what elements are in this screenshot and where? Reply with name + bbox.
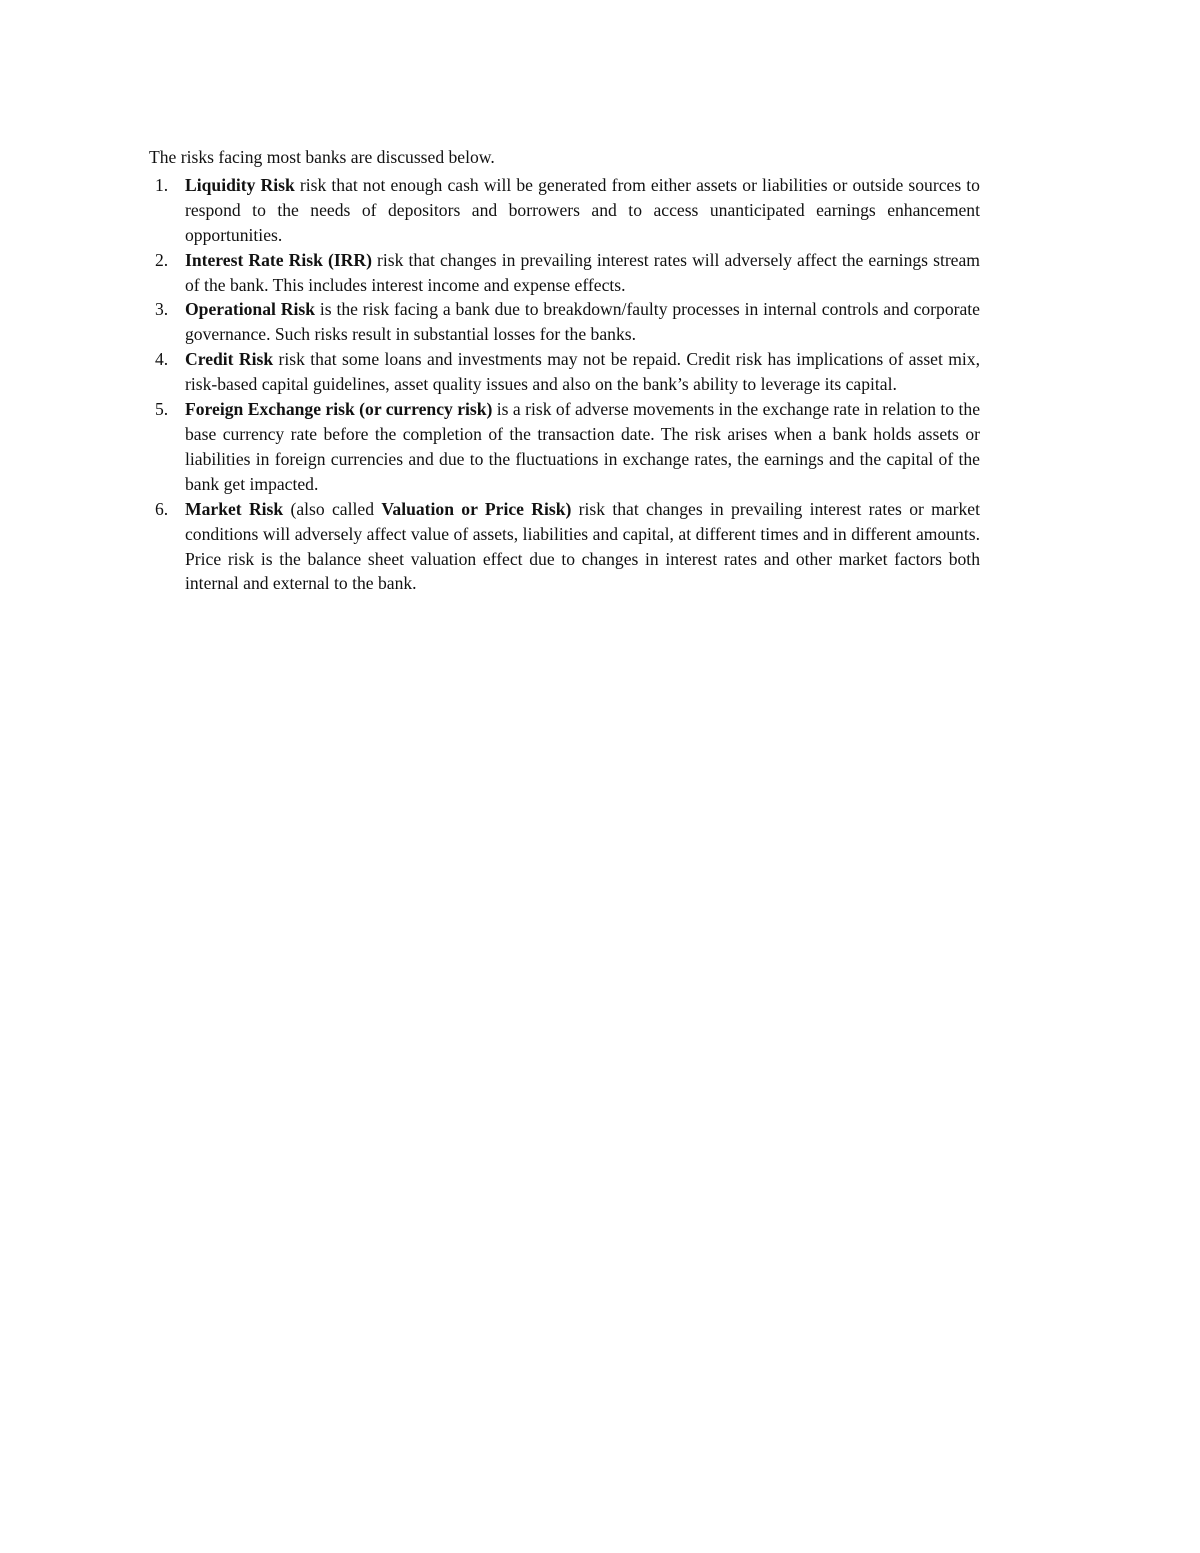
risk-description: risk that changes in prevailing interest rates will adversely affect the earnings stream of the bank. This includes interest income and expense effects.	[185, 249, 980, 295]
risk-term: Interest Rate Risk (IRR)	[185, 249, 372, 270]
risk-description: risk that some loans and investments may not be repaid. Credit risk has implications of asset mix, risk-based capital guidelines, asset quality issues and also on the bank’s ability to leverage its capital.	[185, 349, 980, 395]
risk-term: Liquidity Risk	[185, 174, 295, 195]
item-number: 5.	[155, 399, 169, 420]
item-number: 4.	[155, 349, 169, 370]
risk-description: risk that not enough cash will be generated from either assets or liabilities or outside sources to respond to the needs of depositors and borrowers and to access unanticipated earnings enhancement opportunities.	[185, 174, 980, 245]
list-item	[149, 173, 980, 248]
list-item	[149, 248, 980, 298]
risk-term-alias: Valuation or Price Risk)	[381, 498, 572, 519]
risk-description: is the risk facing a bank due to breakdown/faulty processes in internal controls and corporate governance. Such risks result in substantial losses for the banks.	[185, 299, 980, 345]
list-item	[149, 347, 980, 397]
item-number: 2.	[155, 249, 169, 270]
document-body	[149, 145, 980, 596]
intro-paragraph: The risks facing most banks are discussed below.	[149, 147, 495, 167]
item-number: 6.	[155, 498, 169, 519]
risk-term: Market Risk	[185, 498, 284, 519]
list-item	[149, 497, 980, 597]
item-number: 1.	[155, 174, 169, 195]
list-item	[149, 297, 980, 347]
item-number: 3.	[155, 299, 169, 320]
risk-term: Operational Risk	[185, 299, 315, 320]
risk-term: Credit Risk	[185, 349, 274, 370]
risk-description: risk that changes in prevailing interest rates or market conditions will adversely affect value of assets, liabilities and capital, at different times and in different amounts. Price risk is the balance sheet valuation effect due to changes in interest rates and other market factors both internal and external to the bank.	[185, 498, 980, 594]
risk-description: (also called	[283, 498, 382, 519]
risk-list	[149, 173, 980, 596]
list-item	[149, 397, 980, 497]
risk-term: Foreign Exchange risk (or currency risk)	[185, 399, 493, 420]
risk-description: is a risk of adverse movements in the exchange rate in relation to the base currency rate before the completion of the transaction date. The risk arises when a bank holds assets or liabilities in foreign currencies and due to the fluctuations in exchange rates, the earnings and the capital of the bank get impacted.	[185, 399, 980, 494]
